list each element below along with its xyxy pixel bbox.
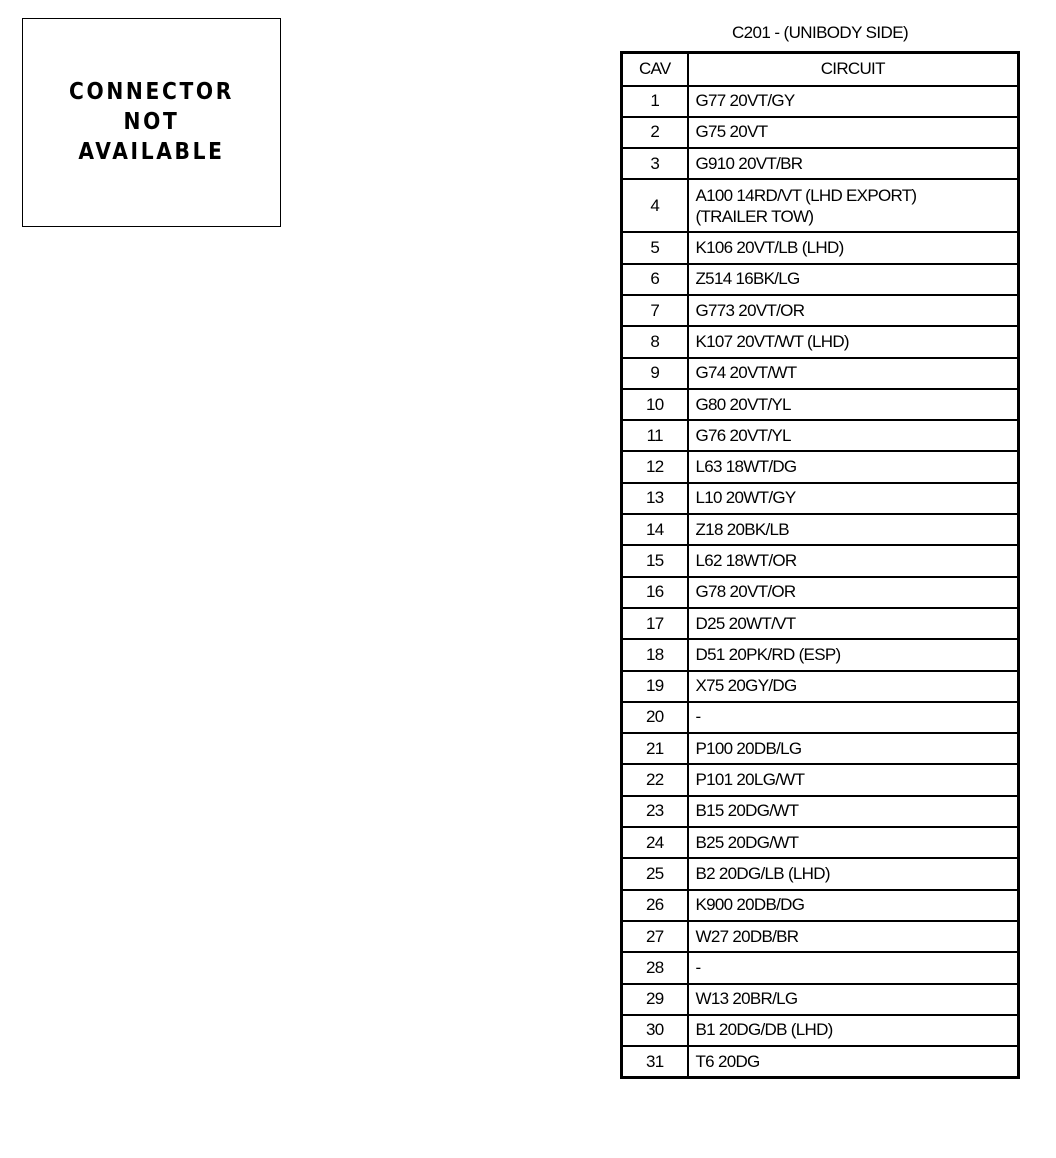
circuit-cell: B15 20DG/WT <box>688 796 1019 827</box>
circuit-cell: W13 20BR/LG <box>688 984 1019 1015</box>
cav-cell: 6 <box>622 264 688 295</box>
table-row <box>622 148 1019 179</box>
header-circuit: CIRCUIT <box>688 53 1019 86</box>
table-header-row <box>622 53 1019 86</box>
cav-cell: 22 <box>622 764 688 795</box>
cav-cell: 15 <box>622 545 688 576</box>
table-row <box>622 1015 1019 1046</box>
circuit-cell: G76 20VT/YL <box>688 420 1019 451</box>
connector-not-available-box <box>22 18 281 227</box>
circuit-cell: D25 20WT/VT <box>688 608 1019 639</box>
cav-cell: 29 <box>622 984 688 1015</box>
cav-cell: 20 <box>622 702 688 733</box>
circuit-cell: - <box>688 952 1019 983</box>
table-row <box>622 420 1019 451</box>
table-row <box>622 796 1019 827</box>
circuit-cell: G75 20VT <box>688 117 1019 148</box>
table-row <box>622 389 1019 420</box>
table-row <box>622 671 1019 702</box>
table-row <box>622 295 1019 326</box>
circuit-cell: Z514 16BK/LG <box>688 264 1019 295</box>
cav-cell: 18 <box>622 639 688 670</box>
circuit-cell: D51 20PK/RD (ESP) <box>688 639 1019 670</box>
cav-cell: 12 <box>622 451 688 482</box>
circuit-cell: G80 20VT/YL <box>688 389 1019 420</box>
table-row <box>622 358 1019 389</box>
circuit-cell: G77 20VT/GY <box>688 86 1019 117</box>
pin-rows <box>622 86 1019 1078</box>
circuit-cell <box>688 179 1019 232</box>
table-row <box>622 179 1019 232</box>
table-row <box>622 733 1019 764</box>
table-row <box>622 764 1019 795</box>
cav-cell: 21 <box>622 733 688 764</box>
circuit-cell: T6 20DG <box>688 1046 1019 1077</box>
table-row <box>622 514 1019 545</box>
circuit-cell: Z18 20BK/LB <box>688 514 1019 545</box>
circuit-cell: P101 20LG/WT <box>688 764 1019 795</box>
cav-cell: 27 <box>622 921 688 952</box>
circuit-cell: L63 18WT/DG <box>688 451 1019 482</box>
cav-cell: 11 <box>622 420 688 451</box>
circuit-cell: G78 20VT/OR <box>688 577 1019 608</box>
cav-cell: 9 <box>622 358 688 389</box>
circuit-cell: G74 20VT/WT <box>688 358 1019 389</box>
na-line-1: CONNECTOR <box>69 79 234 105</box>
table-row <box>622 952 1019 983</box>
cav-cell: 23 <box>622 796 688 827</box>
cav-cell: 2 <box>622 117 688 148</box>
circuit-line-2: (TRAILER TOW) <box>695 206 814 226</box>
cav-cell: 26 <box>622 890 688 921</box>
circuit-cell: B25 20DG/WT <box>688 827 1019 858</box>
circuit-cell: K106 20VT/LB (LHD) <box>688 232 1019 263</box>
cav-cell: 5 <box>622 232 688 263</box>
table-row <box>622 326 1019 357</box>
table-row <box>622 608 1019 639</box>
cav-cell: 25 <box>622 858 688 889</box>
table-row <box>622 86 1019 117</box>
cav-cell: 14 <box>622 514 688 545</box>
table-row <box>622 117 1019 148</box>
circuit-cell: L10 20WT/GY <box>688 483 1019 514</box>
circuit-cell: - <box>688 702 1019 733</box>
circuit-line-1: A100 14RD/VT (LHD EXPORT) <box>695 185 917 205</box>
circuit-cell: B2 20DG/LB (LHD) <box>688 858 1019 889</box>
connector-not-available-label <box>38 77 264 167</box>
connector-title: C201 - (UNIBODY SIDE) <box>731 23 909 42</box>
cav-cell: 16 <box>622 577 688 608</box>
circuit-cell: G910 20VT/BR <box>688 148 1019 179</box>
cav-cell: 3 <box>622 148 688 179</box>
table-row <box>622 890 1019 921</box>
cav-cell: 1 <box>622 86 688 117</box>
circuit-cell: L62 18WT/OR <box>688 545 1019 576</box>
table-row <box>622 921 1019 952</box>
cav-cell: 4 <box>622 179 688 232</box>
circuit-cell: X75 20GY/DG <box>688 671 1019 702</box>
table-row <box>622 545 1019 576</box>
na-line-2: NOT <box>123 109 180 135</box>
header-cav: CAV <box>622 53 688 86</box>
table-row <box>622 577 1019 608</box>
table-row <box>622 858 1019 889</box>
circuit-cell: K107 20VT/WT (LHD) <box>688 326 1019 357</box>
cav-cell: 7 <box>622 295 688 326</box>
circuit-cell: P100 20DB/LG <box>688 733 1019 764</box>
table-row <box>622 827 1019 858</box>
table-row <box>622 264 1019 295</box>
cav-cell: 31 <box>622 1046 688 1077</box>
cav-cell: 17 <box>622 608 688 639</box>
table-row <box>622 984 1019 1015</box>
cav-cell: 28 <box>622 952 688 983</box>
cav-cell: 19 <box>622 671 688 702</box>
table-row <box>622 639 1019 670</box>
pin-out-table <box>620 51 1020 1079</box>
circuit-cell: K900 20DB/DG <box>688 890 1019 921</box>
table-row <box>622 702 1019 733</box>
circuit-cell: B1 20DG/DB (LHD) <box>688 1015 1019 1046</box>
cav-cell: 13 <box>622 483 688 514</box>
table-row <box>622 232 1019 263</box>
circuit-cell: W27 20DB/BR <box>688 921 1019 952</box>
cav-cell: 30 <box>622 1015 688 1046</box>
table-row <box>622 483 1019 514</box>
circuit-cell: G773 20VT/OR <box>688 295 1019 326</box>
na-line-3: AVAILABLE <box>78 139 225 165</box>
table-row <box>622 1046 1019 1077</box>
cav-cell: 24 <box>622 827 688 858</box>
cav-cell: 8 <box>622 326 688 357</box>
table-row <box>622 451 1019 482</box>
cav-cell: 10 <box>622 389 688 420</box>
